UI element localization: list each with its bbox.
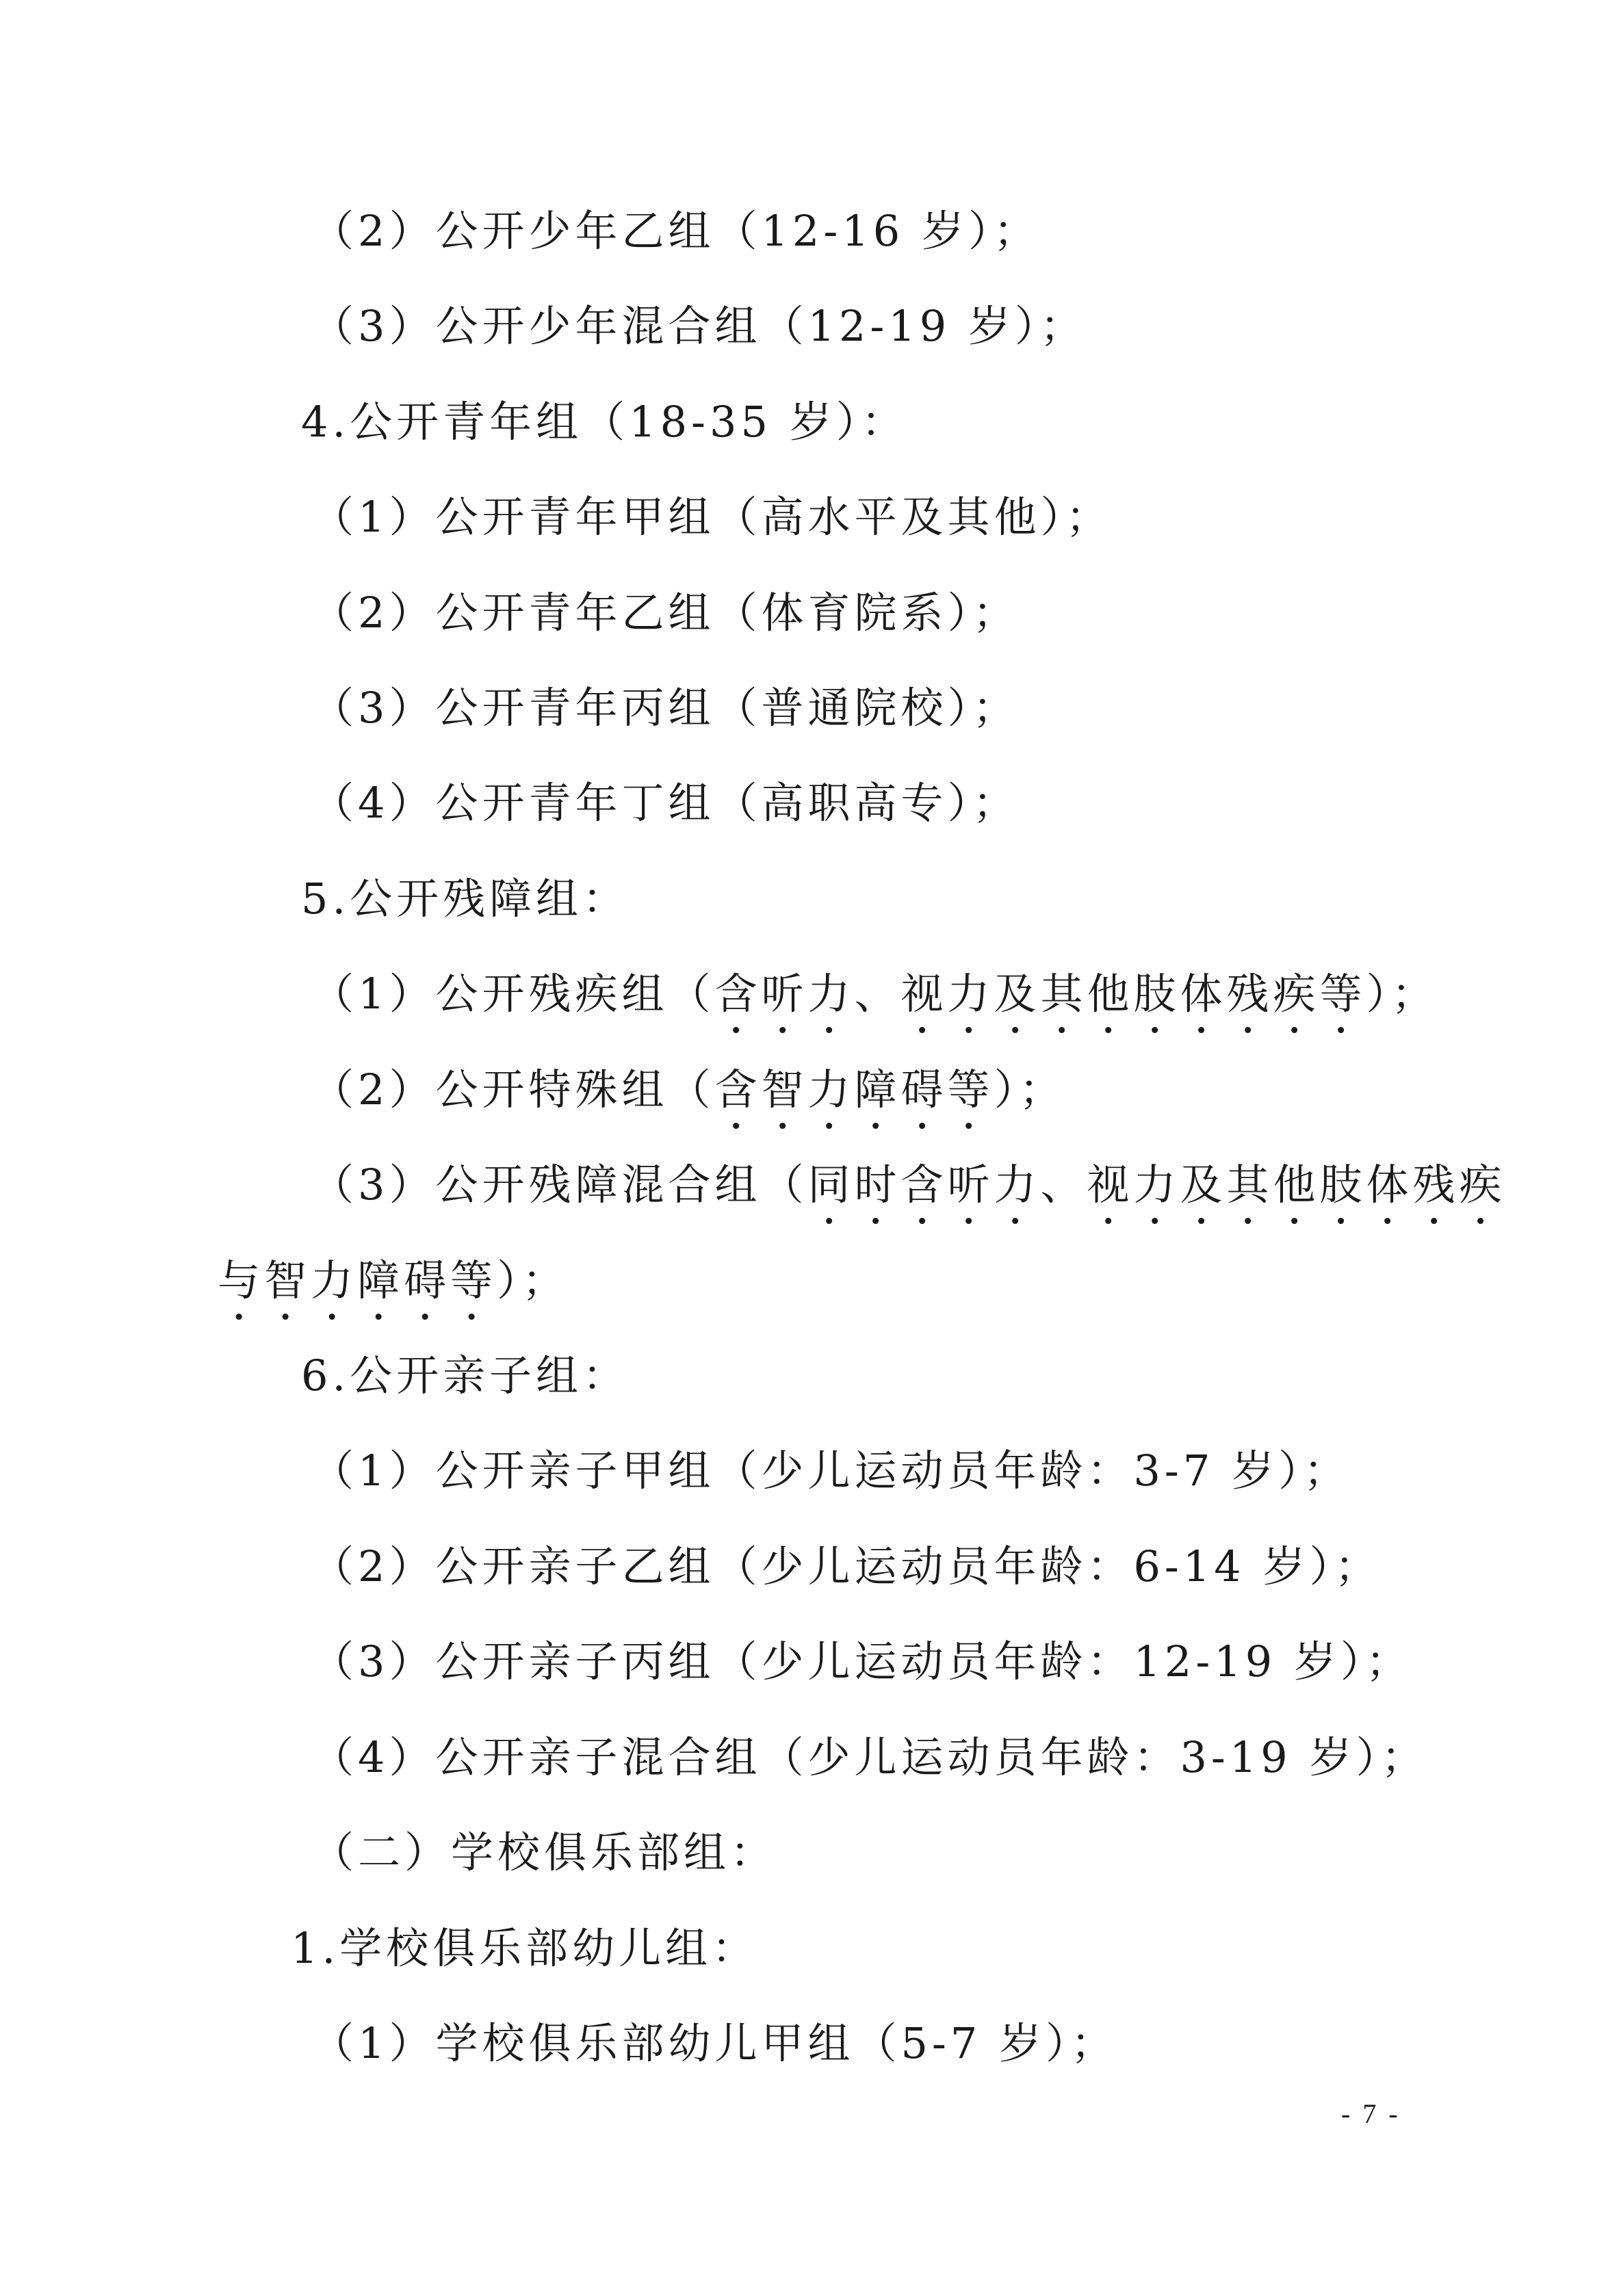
text-line-1: （2）公开少年乙组（12-16 岁）；	[311, 206, 1040, 256]
line-10-emphasis: 含智力障碍等	[714, 1065, 994, 1114]
text-line-5: （2）公开青年乙组（体育院系）；	[311, 588, 1020, 638]
section-heading-parent-child: 6.公开亲子组：	[301, 1351, 630, 1400]
text-line-2: （3）公开少年混合组（12-19 岁）；	[311, 301, 1087, 351]
section-heading-school-club: （二）学校俱乐部组：	[311, 1827, 777, 1877]
section-heading-kindergarten: 1.学校俱乐部幼儿组：	[291, 1923, 759, 1973]
line-12-suffix: ）；	[497, 1255, 569, 1305]
text-line-4: （1）公开青年甲组（高水平及其他）；	[311, 492, 1113, 542]
line-9-prefix: （1）公开残疾组（	[311, 969, 715, 1019]
line-9-suffix: ）；	[1366, 969, 1438, 1019]
line-9-emphasis: 含听力、视力及其他肢体残疾等	[714, 969, 1366, 1019]
section-heading-disability: 5.公开残障组：	[301, 874, 630, 924]
line-11-prefix: （3）公开残障混合组（	[311, 1160, 808, 1210]
line-11-emphasis: 同时含听力、视力及其他肢体残疾	[807, 1160, 1506, 1210]
text-line-15: （2）公开亲子乙组（少儿运动员年龄：6-14 岁）；	[311, 1541, 1382, 1591]
text-line-16: （3）公开亲子丙组（少儿运动员年龄：12-19 岁）；	[311, 1636, 1412, 1686]
page-number: - 7 -	[1341, 2098, 1401, 2129]
line-10-prefix: （2）公开特殊组（	[311, 1065, 715, 1114]
text-line-6: （3）公开青年丙组（普通院校）；	[311, 683, 1020, 733]
text-line-17: （4）公开亲子混合组（少儿运动员年龄：3-19 岁）；	[311, 1732, 1428, 1782]
text-line-14: （1）公开亲子甲组（少儿运动员年龄：3-7 岁）；	[311, 1446, 1350, 1496]
section-heading-youth: 4.公开青年组（18-35 岁）：	[301, 397, 908, 447]
text-line-12	[218, 1253, 569, 1330]
text-line-7: （4）公开青年丁组（高职高专）；	[311, 778, 1020, 828]
line-12-emphasis: 与智力障碍等	[218, 1255, 497, 1305]
text-line-11	[311, 1158, 1505, 1234]
text-line-9	[311, 967, 1438, 1043]
text-line-20: （1）学校俱乐部幼儿甲组（5-7 岁）；	[311, 2018, 1117, 2068]
text-line-10	[311, 1062, 1065, 1139]
line-10-suffix: ）；	[994, 1065, 1066, 1114]
